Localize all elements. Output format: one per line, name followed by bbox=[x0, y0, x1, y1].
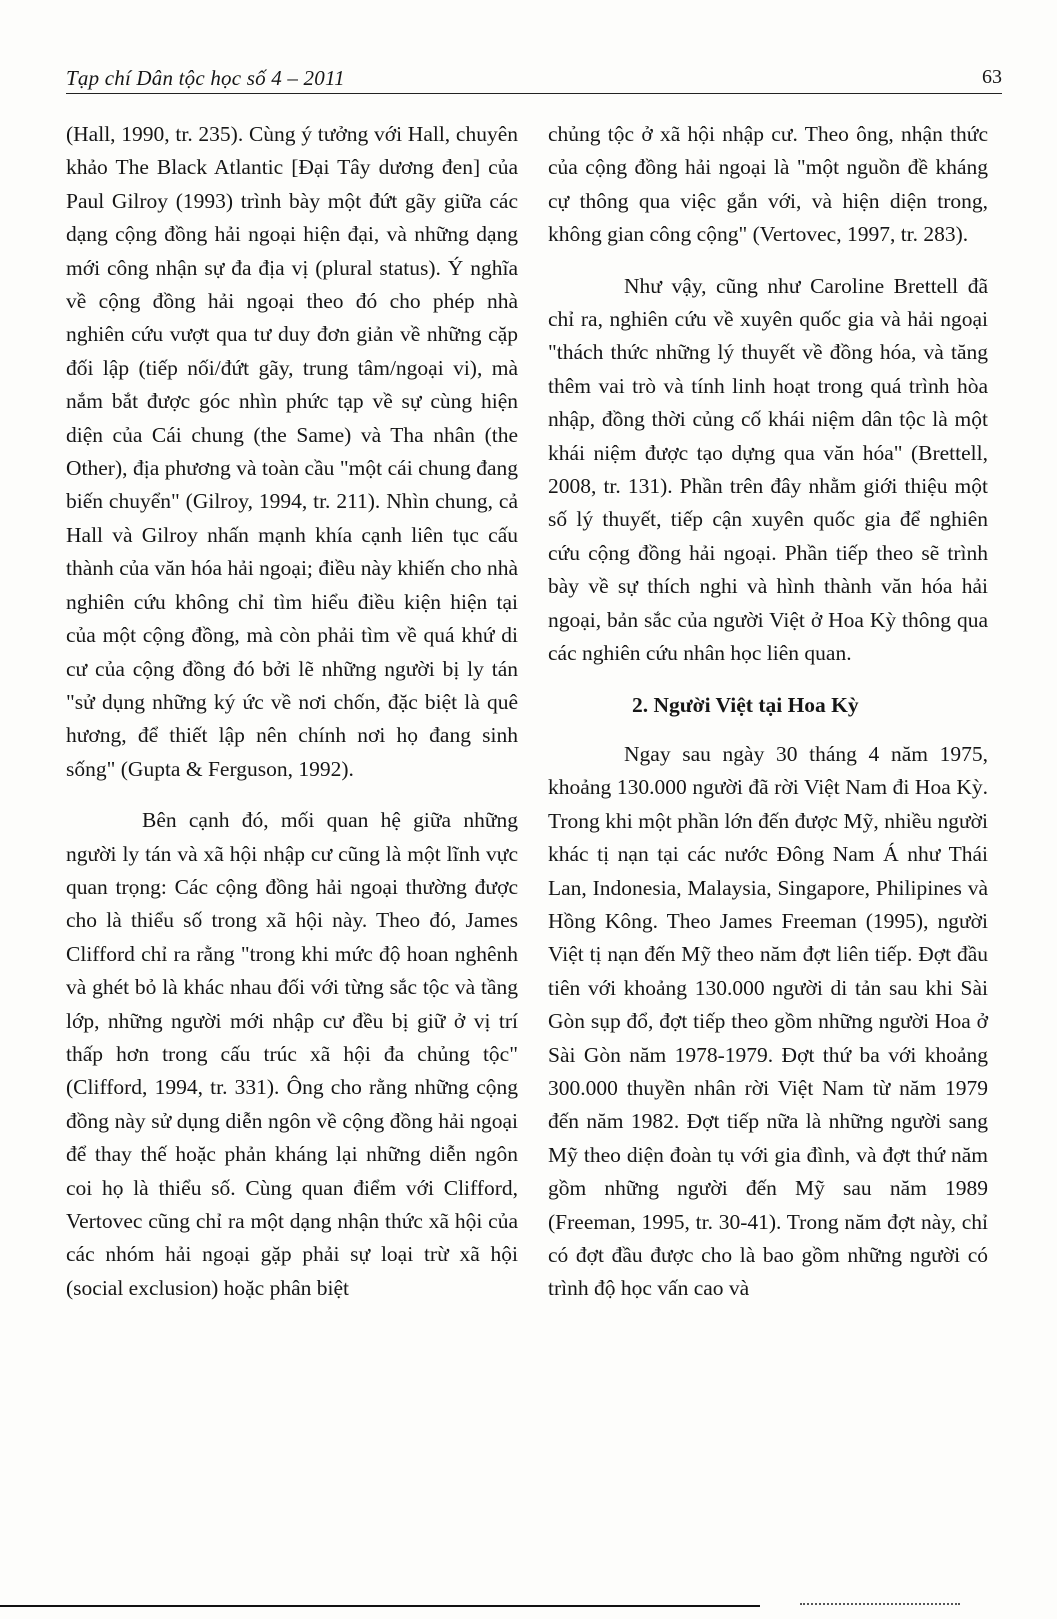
footer-rule bbox=[0, 1605, 760, 1607]
right-column bbox=[548, 118, 988, 1306]
left-column bbox=[66, 118, 518, 1305]
paragraph-brettell: Như vậy, cũng như Caroline Brettell đã chỉ ra, nghiên cứu về xuyên quốc gia và hải ngoại "thách thức những lý thuyết về đồng hóa, và tăng thêm vai trò và tính linh hoạt trong quá trình hòa nhập, đồng thời củng cố khái niệm dân tộc là một khái niệm được tạo dựng qua văn hóa" (Brettell, 2008, tr. 131). Phần trên đây nhằm giới thiệu một số lý thuyết, tiếp cận xuyên quốc gia để nghiên cứu cộng đồng hải ngoại. Phần tiếp theo sẽ trình bày về sự thích nghi và hình thành văn hóa hải ngoại, bản sắc của người Việt ở Hoa Kỳ thông qua các nghiên cứu nhân học liên quan. bbox=[548, 273, 988, 666]
footer-dots bbox=[800, 1603, 960, 1609]
header-rule bbox=[66, 93, 1002, 94]
paragraph-clifford: Bên cạnh đó, mối quan hệ giữa những người ly tán và xã hội nhập cư cũng là một lĩnh vực quan trọng: Các cộng đồng hải ngoại thường được cho là thiểu số trong xã hội này. Theo đó, James Clifford chỉ ra rằng "trong khi mức độ hoan nghênh và ghét bỏ là khác nhau đối với từng sắc tộc và tầng lớp, những người mới nhập cư đều bị giữ ở vị trí thấp hơn trong cấu trúc xã hội đa chủng tộc" (Clifford, 1994, tr. 331). Ông cho rằng những cộng đồng này sử dụng diễn ngôn về cộng đồng hải ngoại để thay thế hoặc phản kháng lại những diễn ngôn coi họ là thiểu số. Cùng quan điểm với Clifford, Vertovec cũng chỉ ra một dạng nhận thức xã hội của các nhóm hải ngoại gặp phải sự loại trừ xã hội (social exclusion) hoặc phân biệt bbox=[66, 808, 518, 1300]
running-header bbox=[66, 66, 1002, 96]
paragraph-vertovec: chủng tộc ở xã hội nhập cư. Theo ông, nhận thức của cộng đồng hải ngoại là "một nguồn đề kháng cự thông qua việc gắn với, và hiện diện trong, không gian công cộng" (Vertovec, 1997, tr. 283). bbox=[548, 122, 988, 247]
page-number: 63 bbox=[982, 66, 1002, 88]
paragraph-hall-gilroy: (Hall, 1990, tr. 235). Cùng ý tưởng với Hall, chuyên khảo The Black Atlantic [Đại Tây dương đen] của Paul Gilroy (1993) trình bày một đứt gãy giữa các dạng cộng đồng hải ngoại hiện đại, và những dạng mới công nhận sự đa địa vị (plural status). Ý nghĩa về cộng đồng hải ngoại theo đó cho phép nhà nghiên cứu vượt qua tư duy đơn giản về những cặp đối lập (tiếp nối/đứt gãy, trung tâm/ngoại vi), mà nắm bắt được góc nhìn phức tạp về sự cùng hiện diện của Cái chung (the Same) và Tha nhân (the Other), địa phương và toàn cầu "một cái chung đang biến chuyển" (Gilroy, 1994, tr. 211). Nhìn chung, cả Hall và Gilroy nhấn mạnh khía cạnh liên tục cấu thành của văn hóa hải ngoại; điều này khiến cho nhà nghiên cứu không chỉ tìm hiểu điều kiện hiện tại của một cộng đồng, mà còn phải tìm về quá khứ di cư của cộng đồng đó bởi lẽ những người bị ly tán "sử dụng những ký ức về nơi chốn, đặc biệt là quê hương, để thiết lập nên chính nơi họ đang sinh sống" (Gupta & Ferguson, 1992). bbox=[66, 122, 518, 781]
section-heading: 2. Người Việt tại Hoa Kỳ bbox=[632, 692, 859, 717]
journal-title: Tạp chí Dân tộc học số 4 – 2011 bbox=[66, 66, 345, 90]
paragraph-freeman: Ngay sau ngày 30 tháng 4 năm 1975, khoảng 130.000 người đã rời Việt Nam đi Hoa Kỳ. Trong khi một phần lớn đến được Mỹ, nhiều người khác tị nạn tại các nước Đông Nam Á như Thái Lan, Indonesia, Malaysia, Singapore, Philipines và Hồng Kông. Theo James Freeman (1995), người Việt tị nạn đến Mỹ theo năm đợt liên tiếp. Đợt đầu tiên với khoảng 130.000 người di tản sau khi Sài Gòn sụp đổ, đợt tiếp theo gồm những người Hoa ở Sài Gòn năm 1978-1979. Đợt thứ ba với khoảng 300.000 thuyền nhân rời Việt Nam từ năm 1979 đến năm 1982. Đợt tiếp nữa là những người sang Mỹ theo diện đoàn tụ với gia đình, và đợt thứ năm gồm những người đến Mỹ sau năm 1989 (Freeman, 1995, tr. 30-41). Trong năm đợt này, chỉ có đợt đầu được cho là bao gồm những người có trình độ học vấn cao và bbox=[548, 741, 988, 1301]
